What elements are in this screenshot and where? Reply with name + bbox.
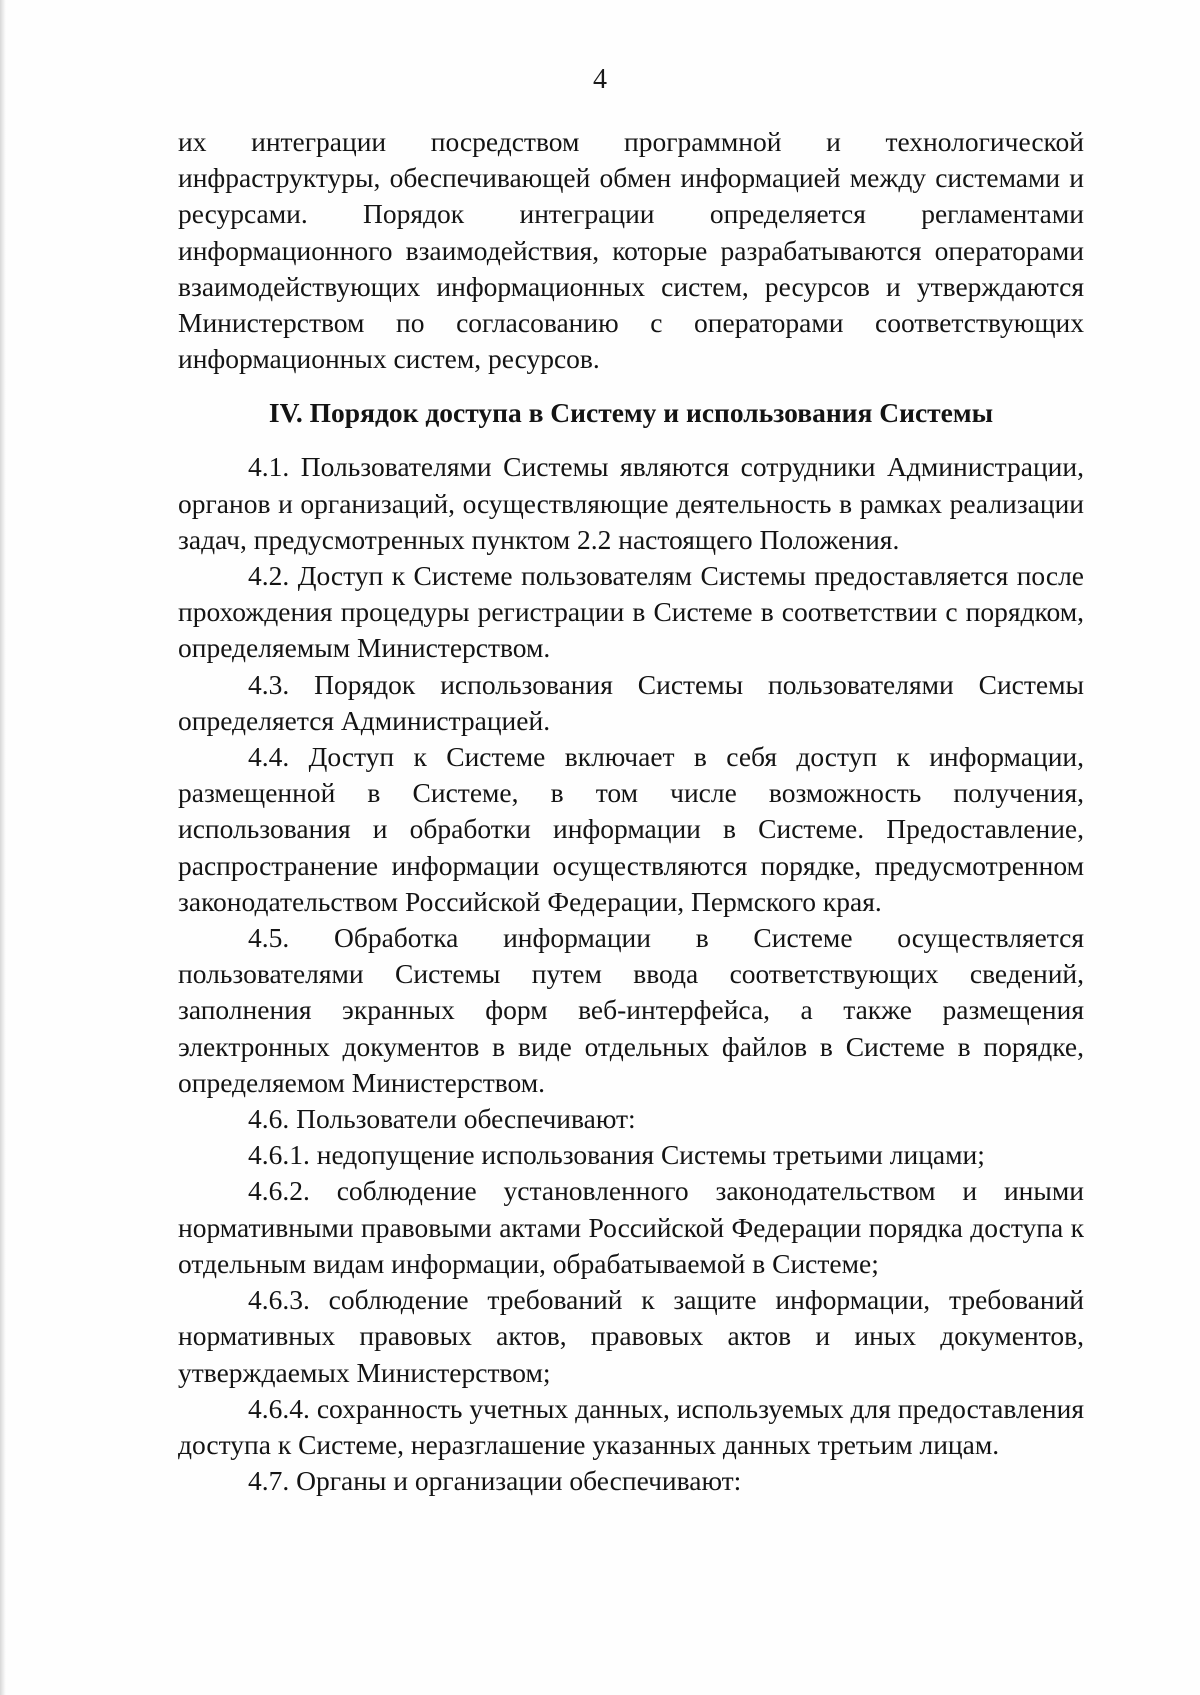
paragraph-4-1: 4.1. Пользователями Системы являются сотрудники Администрации, органов и организаций, осуществляющие деятельность в рамках реализации задач, предусмотренных пунктом 2.2 настоящего Положения. xyxy=(178,451,1084,555)
scan-edge-shadow xyxy=(0,0,6,1695)
paragraph-4-6: 4.6. Пользователи обеспечивают: xyxy=(248,1103,636,1135)
paragraph-4-6-2: 4.6.2. соблюдение установленного законодательством и иными нормативными правовыми актами Российской Федерации порядка доступа к отдельным видам информации, обрабатываемой в Системе; xyxy=(178,1175,1084,1279)
intro-paragraph: их интеграции посредством программной и технологической инфраструктуры, обеспечивающей обмен информацией между системами и ресурсами. Порядок интеграции определяется регламентами информационного взаимодействия, которые разрабатываются операторами взаимодействующих информационных систем, ресурсов и утверждаются Министерством по согласованию с операторами соответствующих информационных систем, ресурсов. xyxy=(178,126,1084,375)
paragraph-4-7: 4.7. Органы и организации обеспечивают: xyxy=(248,1465,742,1497)
paragraph-4-6-4: 4.6.4. сохранность учетных данных, используемых для предоставления доступа к Системе, неразглашение указанных данных третьим лицам. xyxy=(178,1392,1084,1460)
section-heading: IV. Порядок доступа в Систему и использования Системы xyxy=(268,397,994,429)
paragraph-4-3: 4.3. Порядок использования Системы пользователями Системы определяется Администрацией. xyxy=(178,668,1084,736)
document-body xyxy=(178,124,1084,1499)
page-number: 4 xyxy=(593,64,607,95)
paragraph-4-2: 4.2. Доступ к Системе пользователям Системы предоставляется после прохождения процедуры регистрации в Системе в соответствии с порядком, определяемым Министерством. xyxy=(178,560,1084,664)
paragraph-4-5: 4.5. Обработка информации в Системе осуществляется пользователями Системы путем ввода соответствующих сведений, заполнения экранных форм веб-интерфейса, а также размещения электронных документов в виде отдельных файлов в Системе в порядке, определяемом Министерством. xyxy=(178,922,1084,1098)
paragraph-4-6-1: 4.6.1. недопущение использования Системы третьими лицами; xyxy=(248,1139,985,1171)
paragraph-4-6-3: 4.6.3. соблюдение требований к защите информации, требований нормативных правовых актов, правовых актов и иных документов, утверждаемых Министерством; xyxy=(178,1284,1084,1388)
paragraph-4-4: 4.4. Доступ к Системе включает в себя доступ к информации, размещенной в Системе, в том числе возможность получения, использования и обработки информации в Системе. Предоставление, распространение информации осуществляются порядке, предусмотренном законодательством Российской Федерации, Пермского края. xyxy=(178,741,1084,917)
